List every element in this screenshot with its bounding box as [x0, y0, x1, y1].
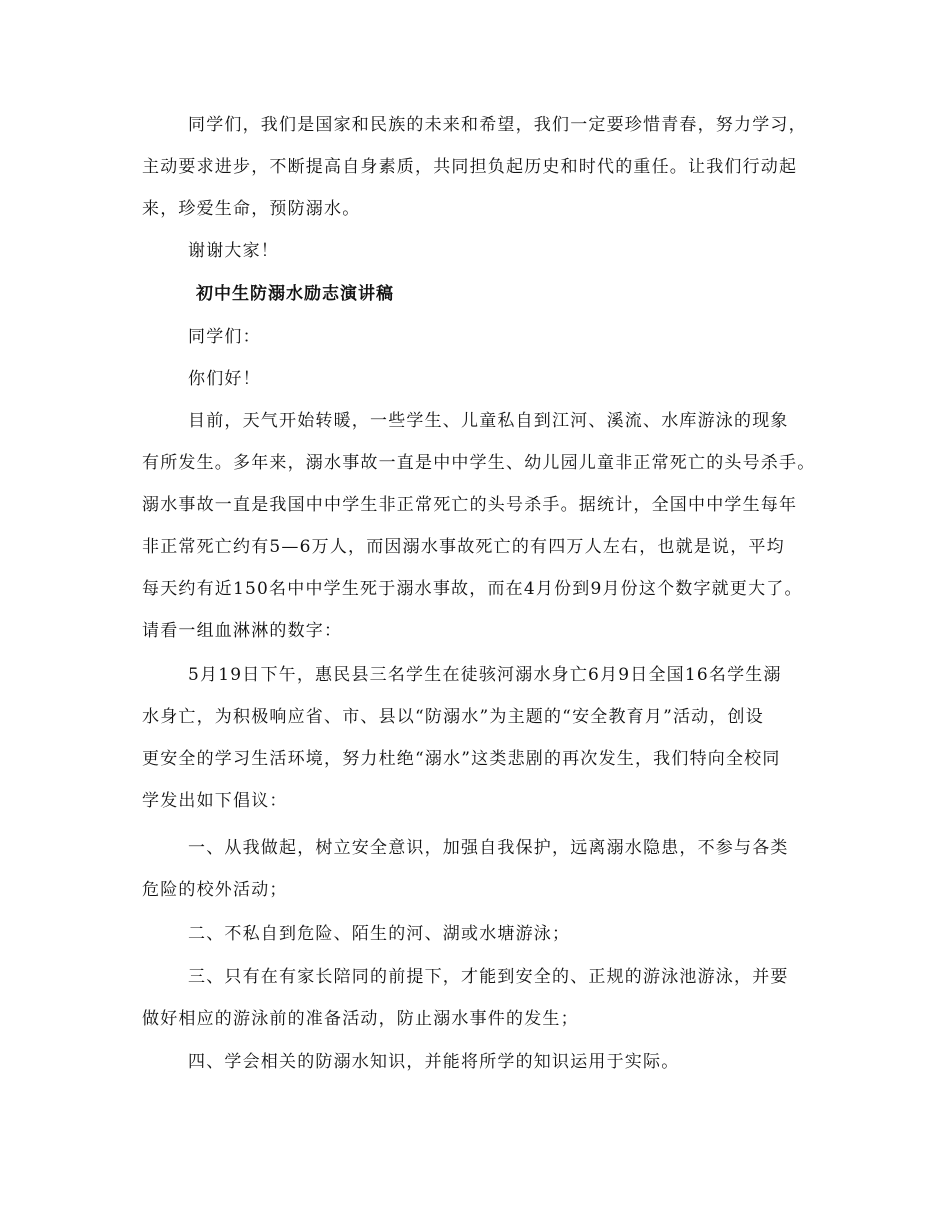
greeting: 你们好！: [188, 369, 261, 389]
proposal-item-1: 一、从我做起，树立安全意识，加强自我保护，远离溺水隐患，不参与各类: [188, 838, 789, 858]
speech-title: 初中生防溺水励志演讲稿: [196, 284, 394, 304]
paragraph-line: 非正常死亡约有5—6万人，而因溺水事故死亡的有四万人左右，也就是说，平均: [142, 537, 785, 557]
proposal-item-3: 三、只有在有家长陪同的前提下，才能到安全的、正规的游泳池游泳，并要: [188, 967, 789, 987]
closing-thanks: 谢谢大家！: [188, 241, 279, 261]
paragraph-line: 目前，天气开始转暖，一些学生、儿童私自到江河、溪流、水库游泳的现象: [188, 411, 789, 431]
paragraph-line: 请看一组血淋淋的数字：: [142, 621, 343, 641]
salutation: 同学们：: [188, 327, 261, 347]
proposal-item-3-cont: 做好相应的游泳前的准备活动，防止溺水事件的发生；: [142, 1009, 579, 1029]
proposal-item-2: 二、不私自到危险、陌生的河、湖或水塘游泳；: [188, 924, 571, 944]
paragraph-line: 每天约有近150名中中学生死于溺水事故，而在4月份到9月份这个数字就更大了。: [142, 579, 803, 599]
paragraph-line: 主动要求进步，不断提高自身素质，共同担负起历史和时代的重任。让我们行动起: [142, 157, 798, 177]
paragraph-line: 5月19日下午，惠民县三名学生在徒骇河溺水身亡6月9日全国16名学生溺: [188, 665, 782, 685]
proposal-item-4: 四、学会相关的防溺水知识，并能将所学的知识运用于实际。: [188, 1052, 680, 1072]
paragraph-line: 学发出如下倡议：: [142, 791, 288, 811]
paragraph-line: 有所发生。多年来，溺水事故一直是中中学生、幼儿园儿童非正常死亡的头号杀手。: [142, 453, 816, 473]
paragraph-line: 来，珍爱生命，预防溺水。: [142, 199, 361, 219]
paragraph-line: 同学们，我们是国家和民族的未来和希望，我们一定要珍惜青春，努力学习，: [188, 115, 807, 135]
paragraph-line: 水身亡，为积极响应省、市、县以“防溺水”为主题的“安全教育月”活动，创设: [142, 707, 764, 727]
paragraph-line: 溺水事故一直是我国中中学生非正常死亡的头号杀手。据统计，全国中中学生每年: [142, 495, 798, 515]
proposal-item-1-cont: 危险的校外活动；: [142, 880, 288, 900]
paragraph-line: 更安全的学习生活环境，努力杜绝“溺水”这类悲剧的再次发生，我们特向全校同: [142, 749, 781, 769]
